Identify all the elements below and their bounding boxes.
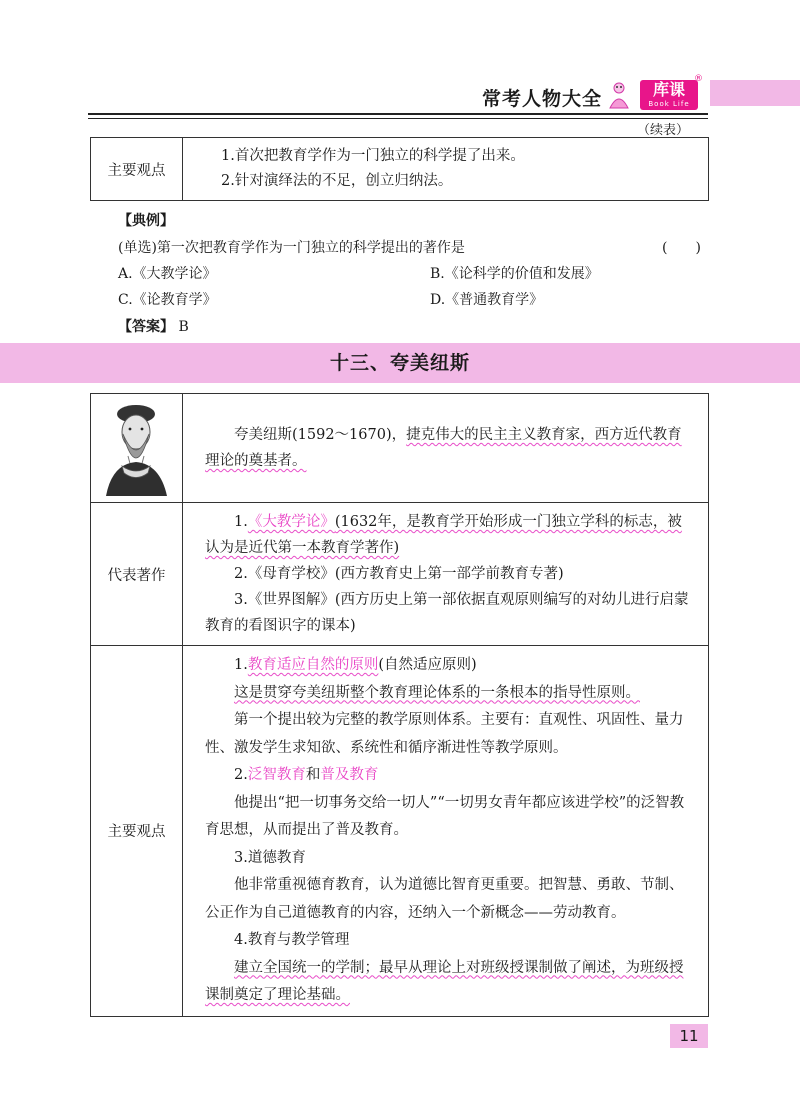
example-heading: 【典例】	[118, 213, 174, 229]
work-number: 1.	[234, 514, 248, 530]
registered-mark: ®	[694, 74, 703, 84]
views-content	[183, 646, 709, 1017]
answer-value: B	[178, 319, 189, 335]
work-title: 《大教学论》	[247, 514, 335, 530]
works-label: 代表著作	[91, 503, 183, 646]
view-heading	[205, 762, 694, 790]
kuke-logo: 库课 Book Life	[640, 80, 698, 110]
answer-line	[118, 316, 189, 336]
views-label: 主要观点	[91, 138, 183, 201]
work-note: (1632年，是教育学开始形成一门独立学科的标志，被认为是近代第一本教育学著作)	[205, 514, 682, 556]
work-item: 2.《母育学校》(西方教育史上第一部学前教育专著)	[234, 566, 564, 582]
comenius-portrait	[92, 394, 181, 498]
view-paragraph	[205, 955, 694, 1010]
view-point: 1.首次把教育学作为一门独立的科学提了出来。	[221, 148, 525, 164]
view-paragraph: 他提出“把一切事务交给一切人”“一切男女青年都应该进学校”的泛智教育思想，从而提出了普及教育。	[205, 794, 685, 838]
view-heading: 3.道德教育	[234, 849, 306, 866]
option-d: D.《普通教育学》	[430, 292, 544, 308]
view-title: 教育适应自然的原则	[247, 657, 379, 673]
option-c: C.《论教育学》	[118, 292, 217, 308]
view-number: 1.	[234, 657, 248, 673]
views-label: 主要观点	[91, 646, 183, 1017]
bookworm-icon	[604, 80, 634, 114]
intro-content	[183, 394, 709, 503]
view-heading	[205, 652, 694, 680]
view-title: 泛智教育	[247, 767, 306, 783]
work-item	[205, 509, 694, 561]
book-title: 常考人物大全	[482, 88, 603, 110]
view-paragraph	[205, 680, 694, 708]
continued-label: （续表）	[637, 123, 690, 138]
header-rule	[88, 113, 708, 115]
comenius-table	[90, 393, 709, 1017]
header-rule-thin	[88, 118, 708, 119]
intro-text	[205, 422, 694, 474]
view-paragraph: 第一个提出较为完整的教学原则体系。主要有：直观性、巩固性、量力性、激发学生求知欲、系统性和循序渐进性等教学原则。	[205, 712, 684, 756]
page-number: 11	[670, 1024, 708, 1048]
view-conj: 和	[305, 767, 321, 783]
example-question: (单选)第一次把教育学作为一门独立的科学提出的著作是	[118, 240, 465, 256]
view-number: 2.	[234, 767, 248, 783]
view-point: 2.针对演绎法的不足，创立归纳法。	[221, 173, 453, 189]
work-item: 3.《世界图解》(西方历史上第一部依据直观原则编写的对幼儿进行启蒙教育的看图识字的课本)	[205, 592, 689, 634]
intro-name: 夸美纽斯(1592～1670)，	[234, 427, 407, 443]
answer-label: 【答案】	[118, 319, 174, 335]
header-tab	[710, 80, 800, 106]
option-b: B.《论科学的价值和发展》	[430, 266, 599, 282]
view-text: 这是贯穿夸美纽斯整个教育理论体系的一条根本的指导性原则。	[234, 684, 640, 701]
view-paragraph: 他非常重视德育教育，认为道德比智育更重要。把智慧、勇敢、节制、公正作为自己道德教育的内容，还纳入一个新概念——劳动教育。	[205, 877, 684, 921]
prev-table	[90, 137, 709, 201]
works-content	[183, 503, 709, 646]
view-heading: 4.教育与教学管理	[234, 932, 350, 948]
section-title: 十三、夸美纽斯	[0, 343, 800, 383]
intro-desc: 捷克伟大的民主主义教育家，西方近代教育理论的奠基者。	[205, 427, 682, 469]
view-text: 建立全国统一的学制；最早从理论上对班级授课制做了阐述，为班级授课制奠定了理论基础。	[205, 959, 684, 1003]
answer-blank: ( )	[662, 240, 701, 256]
option-a: A.《大教学论》	[118, 266, 217, 282]
views-content	[183, 138, 709, 201]
view-title: 普及教育	[320, 767, 379, 783]
view-subtitle: (自然适应原则)	[378, 657, 477, 673]
portrait-cell	[91, 394, 183, 503]
